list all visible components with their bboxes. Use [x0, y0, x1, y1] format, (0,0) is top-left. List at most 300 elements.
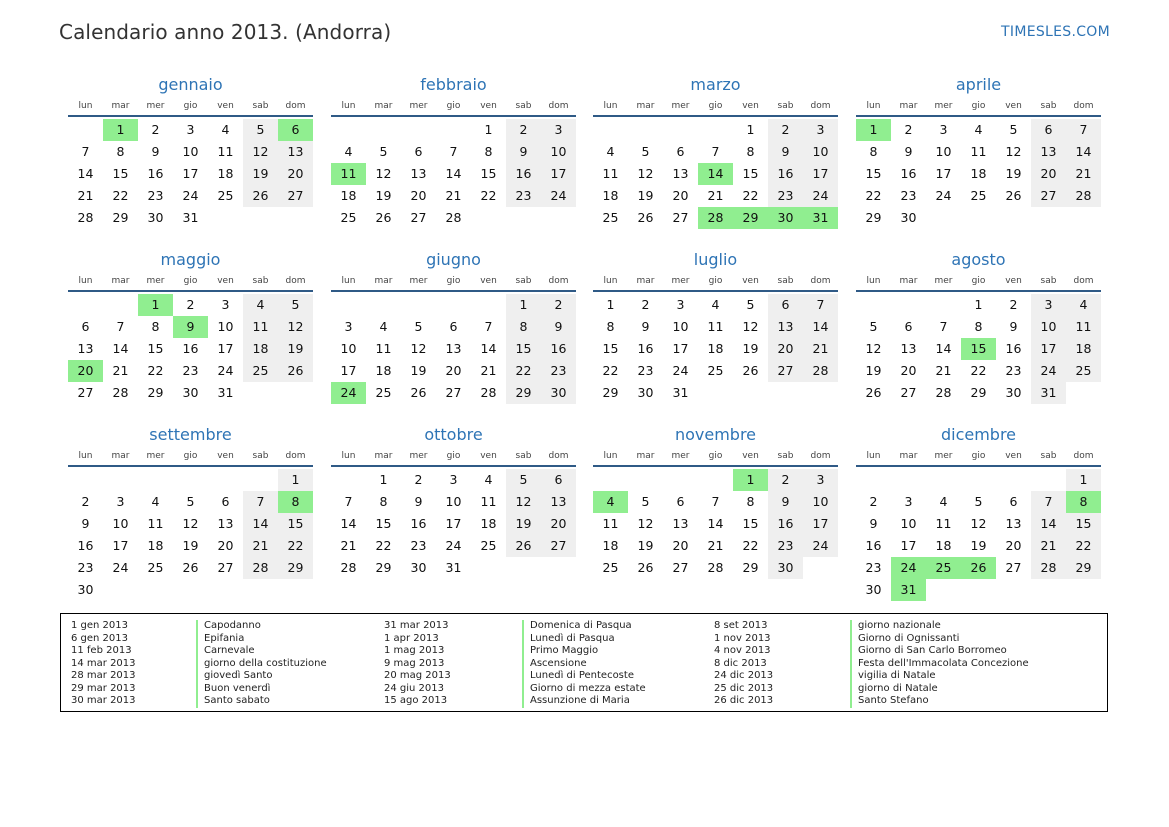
day-cell: 8: [974, 319, 983, 334]
month-5: [331, 249, 576, 404]
legend-date: 11 feb 2013: [71, 645, 132, 656]
day-cell: 16: [410, 516, 427, 531]
day-cell: 27: [900, 385, 917, 400]
day-cell: 19: [637, 538, 654, 553]
month-divider: [856, 465, 1101, 467]
day-cell: 22: [1066, 535, 1101, 557]
weekday-label: gio: [446, 451, 461, 461]
legend-holiday-name: Giorno di mezza estate: [530, 682, 646, 694]
weekday-label: dom: [1073, 101, 1094, 111]
day-cell: 29: [865, 210, 882, 225]
weekday-label: dom: [548, 276, 569, 286]
day-cell: 18: [243, 338, 278, 360]
day-cell: 14: [112, 341, 129, 356]
day-cell: 18: [375, 363, 392, 378]
weekday-label: dom: [1073, 451, 1094, 461]
day-cell: 31: [672, 385, 689, 400]
holiday-day-cell: 8: [1066, 491, 1101, 513]
day-cell: 16: [900, 166, 917, 181]
day-cell: 14: [935, 341, 952, 356]
day-cell: 21: [707, 188, 724, 203]
day-cell: 13: [410, 166, 427, 181]
day-cell: 11: [602, 166, 619, 181]
weekday-header: [68, 99, 313, 113]
weekday-label: lun: [866, 276, 881, 286]
month-name: marzo: [690, 75, 741, 94]
weekday-label: lun: [866, 101, 881, 111]
day-cell: 12: [375, 166, 392, 181]
weekday-label: mer: [934, 101, 953, 111]
day-cell: 25: [375, 385, 392, 400]
month-name: giugno: [426, 250, 481, 269]
day-cell: 5: [869, 319, 878, 334]
legend-holiday-name: giorno di Natale: [858, 682, 938, 694]
holiday-day-cell: 15: [961, 338, 996, 360]
month-divider: [331, 115, 576, 117]
day-cell: 27: [672, 560, 689, 575]
month-9: [331, 424, 576, 579]
day-cell: 12: [243, 141, 278, 163]
day-cell: 17: [445, 516, 462, 531]
day-cell: 10: [340, 341, 357, 356]
legend-date: 1 mag 2013: [384, 645, 445, 656]
day-cell: 9: [506, 141, 541, 163]
day-cell: 20: [672, 188, 689, 203]
day-cell: 20: [768, 338, 803, 360]
day-cell: 5: [974, 494, 983, 509]
day-cell: 31: [445, 560, 462, 575]
day-cell: 26: [375, 210, 392, 225]
day-cell: 6: [449, 319, 458, 334]
day-cell: 16: [865, 538, 882, 553]
day-cell: 2: [506, 119, 541, 141]
day-cell: 6: [904, 319, 913, 334]
day-cell: 18: [340, 188, 357, 203]
day-cell: 14: [707, 516, 724, 531]
legend-holiday-name: Carnevale: [204, 645, 255, 656]
day-cell: 4: [606, 144, 615, 159]
legend-holiday-name: Festa dell'Immacolata Concezione: [858, 657, 1029, 669]
day-cell: 14: [77, 166, 94, 181]
day-cell: 28: [340, 560, 357, 575]
weekday-label: mer: [146, 276, 165, 286]
day-cell: 11: [243, 316, 278, 338]
day-cell: 17: [340, 363, 357, 378]
holiday-day-cell: 14: [698, 163, 733, 185]
holiday-day-cell: 24: [891, 557, 926, 579]
month-divider: [856, 290, 1101, 292]
holiday-legend: [60, 613, 1108, 712]
day-cell: 4: [711, 297, 720, 312]
day-cell: 27: [541, 535, 576, 557]
day-cell: 17: [803, 513, 838, 535]
weekday-label: ven: [1005, 276, 1022, 286]
day-cell: 25: [217, 188, 234, 203]
day-cell: 21: [1031, 535, 1066, 557]
legend-holiday-name: Domenica di Pasqua: [530, 620, 632, 631]
holiday-day-cell: 6: [278, 119, 313, 141]
day-cell: 8: [484, 144, 493, 159]
day-cell: 30: [182, 385, 199, 400]
day-cell: 31: [1031, 382, 1066, 404]
weekday-label: dom: [810, 276, 831, 286]
day-cell: 15: [278, 513, 313, 535]
day-cell: 29: [147, 385, 164, 400]
day-cell: 24: [803, 535, 838, 557]
weekday-label: gio: [446, 276, 461, 286]
day-cell: 8: [116, 144, 125, 159]
day-cell: 2: [1009, 297, 1018, 312]
day-cell: 13: [1005, 516, 1022, 531]
weekday-label: gio: [971, 451, 986, 461]
day-cell: 3: [676, 297, 685, 312]
day-cell: 3: [449, 472, 458, 487]
day-cell: 24: [1031, 360, 1066, 382]
legend-holiday-name: Lunedì di Pasqua: [530, 632, 615, 644]
weekday-label: mer: [671, 276, 690, 286]
weekday-label: mer: [409, 276, 428, 286]
page-title: Calendario anno 2013. (Andorra): [59, 20, 392, 44]
day-cell: 1: [974, 297, 983, 312]
weekday-label: lun: [78, 276, 93, 286]
day-grid: [856, 294, 1101, 404]
day-cell: 23: [768, 185, 803, 207]
day-cell: 18: [602, 188, 619, 203]
weekday-label: gio: [183, 101, 198, 111]
legend-date: 24 dic 2013: [714, 670, 774, 681]
day-cell: 2: [541, 294, 576, 316]
day-cell: 6: [414, 144, 423, 159]
weekday-label: lun: [341, 451, 356, 461]
day-cell: 19: [742, 341, 759, 356]
legend-date: 1 gen 2013: [71, 620, 129, 631]
day-cell: 21: [935, 363, 952, 378]
month-name: dicembre: [940, 425, 1017, 444]
day-cell: 1: [506, 294, 541, 316]
weekday-label: ven: [742, 276, 759, 286]
day-cell: 23: [768, 535, 803, 557]
day-cell: 14: [1031, 513, 1066, 535]
day-cell: 11: [147, 516, 164, 531]
day-cell: 11: [970, 144, 987, 159]
day-cell: 9: [768, 491, 803, 513]
weekday-label: mar: [899, 276, 918, 286]
legend-holiday-name: Primo Maggio: [530, 645, 599, 656]
weekday-label: sab: [515, 101, 532, 111]
day-cell: 26: [1005, 188, 1022, 203]
day-cell: 5: [379, 144, 388, 159]
day-cell: 12: [506, 491, 541, 513]
day-grid: [68, 294, 313, 404]
month-name: ottobre: [424, 425, 483, 444]
day-cell: 7: [711, 144, 720, 159]
day-cell: 11: [602, 516, 619, 531]
day-grid: [331, 119, 576, 229]
day-cell: 12: [742, 319, 759, 334]
day-cell: 25: [1066, 360, 1101, 382]
day-cell: 22: [602, 363, 619, 378]
day-cell: 19: [182, 538, 199, 553]
day-cell: 6: [1009, 494, 1018, 509]
day-cell: 9: [414, 494, 423, 509]
day-cell: 16: [541, 338, 576, 360]
day-cell: 10: [672, 319, 689, 334]
day-cell: 16: [77, 538, 94, 553]
day-cell: 10: [445, 494, 462, 509]
weekday-label: sab: [252, 276, 269, 286]
day-cell: 10: [900, 516, 917, 531]
weekday-header: [593, 449, 838, 463]
month-divider: [331, 290, 576, 292]
day-cell: 4: [243, 294, 278, 316]
day-cell: 21: [243, 535, 278, 557]
day-cell: 22: [375, 538, 392, 553]
day-cell: 10: [182, 144, 199, 159]
day-cell: 10: [803, 491, 838, 513]
day-cell: 24: [541, 185, 576, 207]
day-cell: 3: [803, 469, 838, 491]
holiday-day-cell: 31: [891, 579, 926, 601]
weekday-label: ven: [480, 101, 497, 111]
weekday-label: sab: [252, 101, 269, 111]
holiday-day-cell: 30: [768, 207, 803, 229]
day-cell: 28: [935, 385, 952, 400]
legend-holiday-name: Buon venerdì: [204, 682, 271, 694]
weekday-label: ven: [742, 451, 759, 461]
day-cell: 28: [112, 385, 129, 400]
day-cell: 11: [707, 319, 724, 334]
day-cell: 21: [1066, 163, 1101, 185]
day-cell: 17: [900, 538, 917, 553]
legend-holiday-name: Ascensione: [530, 657, 587, 669]
weekday-header: [593, 274, 838, 288]
day-cell: 19: [278, 338, 313, 360]
weekday-label: ven: [1005, 101, 1022, 111]
day-cell: 30: [541, 382, 576, 404]
legend-date: 6 gen 2013: [71, 632, 129, 644]
day-cell: 5: [641, 494, 650, 509]
legend-holiday-name: Santo Stefano: [858, 695, 929, 706]
day-cell: 18: [602, 538, 619, 553]
legend-holiday-name: Lunedì di Pentecoste: [530, 670, 634, 681]
legend-holiday-name: Assunzione di Maria: [530, 695, 630, 706]
day-cell: 3: [116, 494, 125, 509]
month-name: aprile: [955, 75, 1002, 94]
holiday-day-cell: 4: [593, 491, 628, 513]
legend-holiday-name: Epifania: [204, 632, 245, 644]
day-cell: 12: [637, 516, 654, 531]
day-cell: 21: [112, 363, 129, 378]
day-cell: 6: [768, 294, 803, 316]
legend-holiday-name: giovedì Santo: [204, 670, 273, 681]
legend-date: 24 giu 2013: [384, 682, 444, 694]
day-cell: 31: [217, 385, 234, 400]
day-cell: 10: [112, 516, 129, 531]
day-cell: 27: [445, 385, 462, 400]
day-cell: 19: [243, 163, 278, 185]
weekday-header: [331, 449, 576, 463]
day-cell: 5: [506, 469, 541, 491]
day-cell: 25: [602, 210, 619, 225]
day-cell: 26: [742, 363, 759, 378]
day-cell: 19: [637, 188, 654, 203]
day-cell: 22: [147, 363, 164, 378]
day-cell: 17: [182, 166, 199, 181]
day-grid: [331, 469, 576, 579]
day-cell: 20: [410, 188, 427, 203]
day-cell: 10: [217, 319, 234, 334]
day-cell: 3: [344, 319, 353, 334]
weekday-label: mer: [409, 101, 428, 111]
day-cell: 8: [746, 494, 755, 509]
day-cell: 4: [1066, 294, 1101, 316]
day-cell: 19: [506, 513, 541, 535]
weekday-label: dom: [285, 276, 306, 286]
day-cell: 6: [221, 494, 230, 509]
weekday-label: ven: [1005, 451, 1022, 461]
weekday-label: mer: [409, 451, 428, 461]
day-cell: 29: [375, 560, 392, 575]
day-cell: 7: [803, 294, 838, 316]
day-cell: 19: [865, 363, 882, 378]
day-cell: 8: [606, 319, 615, 334]
month-divider: [68, 465, 313, 467]
day-cell: 14: [803, 316, 838, 338]
day-cell: 5: [1009, 122, 1018, 137]
day-cell: 16: [768, 513, 803, 535]
legend-holiday-name: Capodanno: [204, 620, 261, 631]
day-cell: 23: [77, 560, 94, 575]
legend-holiday-name: Santo sabato: [204, 695, 270, 706]
day-cell: 5: [641, 144, 650, 159]
day-cell: 6: [1031, 119, 1066, 141]
day-cell: 28: [803, 360, 838, 382]
legend-date: 26 dic 2013: [714, 695, 774, 706]
day-cell: 1: [606, 297, 615, 312]
day-cell: 23: [541, 360, 576, 382]
day-cell: 4: [974, 122, 983, 137]
legend-date: 30 mar 2013: [71, 695, 136, 706]
legend-holiday-name: vigilia di Natale: [858, 670, 936, 681]
day-cell: 18: [147, 538, 164, 553]
weekday-label: ven: [480, 451, 497, 461]
day-cell: 20: [278, 163, 313, 185]
day-cell: 9: [768, 141, 803, 163]
month-3: [856, 74, 1101, 229]
site-brand-link[interactable]: TIMESLES.COM: [1001, 24, 1110, 40]
day-cell: 26: [243, 185, 278, 207]
day-cell: 12: [637, 166, 654, 181]
day-cell: 28: [243, 557, 278, 579]
weekday-header: [856, 99, 1101, 113]
day-cell: 9: [541, 316, 576, 338]
weekday-label: gio: [708, 276, 723, 286]
day-cell: 10: [541, 141, 576, 163]
day-cell: 16: [506, 163, 541, 185]
month-divider: [856, 115, 1101, 117]
month-name: febbraio: [420, 75, 487, 94]
weekday-label: sab: [777, 276, 794, 286]
weekday-label: ven: [742, 101, 759, 111]
day-cell: 30: [410, 560, 427, 575]
day-grid: [593, 294, 838, 404]
day-cell: 28: [707, 560, 724, 575]
day-cell: 12: [865, 341, 882, 356]
day-cell: 27: [278, 185, 313, 207]
day-cell: 23: [147, 188, 164, 203]
day-cell: 17: [1031, 338, 1066, 360]
day-cell: 13: [77, 341, 94, 356]
day-cell: 27: [672, 210, 689, 225]
day-cell: 7: [243, 491, 278, 513]
day-cell: 13: [217, 516, 234, 531]
day-cell: 4: [939, 494, 948, 509]
day-cell: 5: [278, 294, 313, 316]
month-name: gennaio: [158, 75, 223, 94]
day-cell: 22: [865, 188, 882, 203]
weekday-label: dom: [810, 451, 831, 461]
day-cell: 30: [865, 582, 882, 597]
weekday-label: mar: [111, 101, 130, 111]
weekday-label: mar: [374, 451, 393, 461]
holiday-day-cell: 20: [68, 360, 103, 382]
day-cell: 17: [541, 163, 576, 185]
weekday-label: mar: [899, 101, 918, 111]
legend-dates-col-2: [384, 620, 451, 708]
weekday-label: gio: [708, 101, 723, 111]
day-cell: 22: [278, 535, 313, 557]
day-cell: 23: [637, 363, 654, 378]
day-cell: 12: [410, 341, 427, 356]
day-cell: 28: [1031, 557, 1066, 579]
day-cell: 14: [445, 166, 462, 181]
day-grid: [68, 119, 313, 229]
day-cell: 9: [1009, 319, 1018, 334]
legend-date: 28 mar 2013: [71, 670, 136, 681]
day-cell: 20: [672, 538, 689, 553]
weekday-label: dom: [285, 451, 306, 461]
weekday-label: mer: [671, 451, 690, 461]
day-cell: 29: [278, 557, 313, 579]
day-cell: 27: [77, 385, 94, 400]
day-cell: 13: [900, 341, 917, 356]
day-cell: 3: [803, 119, 838, 141]
day-cell: 2: [81, 494, 90, 509]
holiday-day-cell: 1: [733, 469, 768, 491]
month-divider: [68, 115, 313, 117]
day-cell: 5: [186, 494, 195, 509]
day-cell: 23: [1005, 363, 1022, 378]
day-cell: 4: [221, 122, 230, 137]
holiday-day-cell: 1: [103, 119, 138, 141]
day-cell: 12: [182, 516, 199, 531]
day-grid: [593, 469, 838, 579]
day-grid: [68, 469, 313, 601]
day-cell: 25: [480, 538, 497, 553]
day-cell: 26: [865, 385, 882, 400]
legend-date: 15 ago 2013: [384, 695, 448, 706]
day-cell: 5: [746, 297, 755, 312]
legend-names-col-2: [522, 620, 646, 708]
day-cell: 7: [484, 319, 493, 334]
weekday-label: ven: [217, 276, 234, 286]
day-cell: 14: [480, 341, 497, 356]
weekday-header: [68, 274, 313, 288]
holiday-day-cell: 8: [278, 491, 313, 513]
month-name: luglio: [693, 250, 738, 269]
holiday-day-cell: 1: [856, 119, 891, 141]
month-divider: [68, 290, 313, 292]
